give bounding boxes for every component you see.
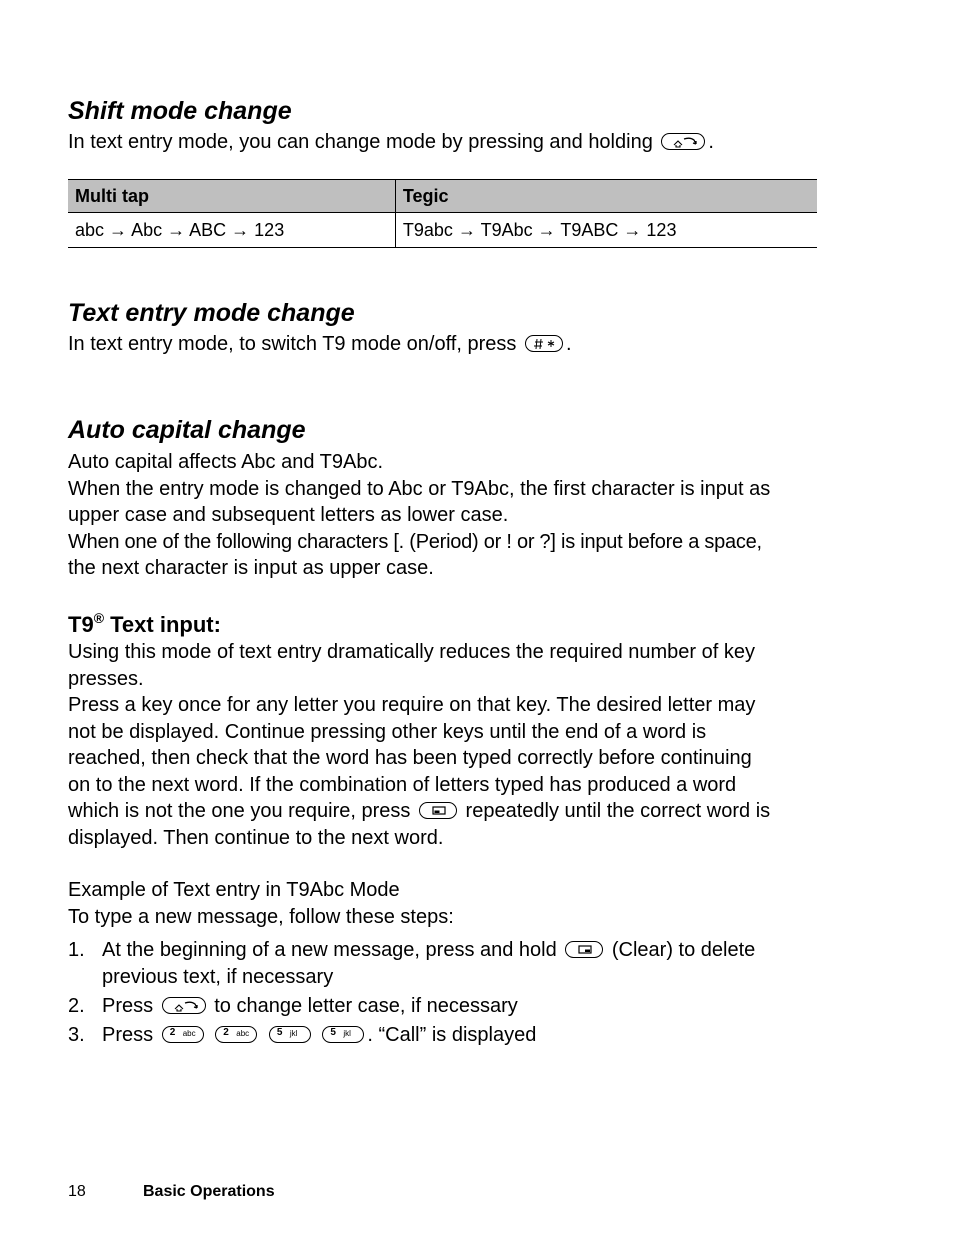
steps-list	[68, 937, 818, 1051]
page-number: 18	[68, 1183, 86, 1200]
page-footer	[68, 1182, 275, 1202]
table-header-tegic: Tegic	[395, 180, 817, 213]
shift-key-icon	[162, 997, 206, 1014]
list-item: 2. Press to change letter case, if necessary	[68, 995, 518, 1017]
auto-capital-text: Auto capital affects Abc and T9Abc. When the entry mode is changed to Abc or T9Abc, the first character is input as upper case and subsequent letters as lower case. When one of the following characters [. (Period) or ! or ?] is input before a space, the next character is input as upper case.	[68, 451, 771, 579]
list-item: 1. At the beginning of a new message, press and hold (Clear) to delete previous text, if necessary	[68, 939, 756, 988]
tegic-sequence: T9abc → T9Abc → T9ABC → 123	[395, 213, 817, 248]
shift-mode-intro: In text entry mode, you can change mode by pressing and holding .	[68, 131, 714, 153]
shift-mode-table	[68, 179, 817, 248]
table-row	[68, 213, 817, 248]
clear-key-icon	[565, 941, 603, 958]
table-header-multi-tap: Multi tap	[68, 180, 395, 213]
section-title: Basic Operations	[143, 1183, 275, 1200]
text-entry-intro: In text entry mode, to switch T9 mode on/off, press .	[68, 333, 572, 355]
arrow-right-icon: →	[167, 219, 186, 240]
key-2-icon: 2 abc	[162, 1026, 204, 1043]
list-item: 3. Press 2 abc 2 abc 5 jkl 5 jkl . “Call” is displayed	[68, 1024, 537, 1046]
text-entry-mode-heading: Text entry mode change	[68, 299, 355, 327]
arrow-right-icon: →	[623, 219, 642, 240]
arrow-right-icon: →	[231, 219, 250, 240]
t9-heading: T9® Text input:	[68, 610, 221, 637]
t9-description: Using this mode of text entry dramatically reduces the required number of key presses. Press a key once for any letter you require on that key. The desired letter may not be displayed. Continue pressing other keys until the end of a word is reached, then check that the word has been typed correctly before continuing on to the next word. If the combination of letters typed has produced a word which is not the one you require, press repeatedly until the correct word is displayed. Then continue to the next word.	[68, 641, 771, 849]
arrow-right-icon: →	[109, 219, 128, 240]
auto-capital-heading: Auto capital change	[68, 416, 306, 444]
example-intro: Example of Text entry in T9Abc Mode To type a new message, follow these steps:	[68, 879, 454, 928]
key-5-icon: 5 jkl	[269, 1026, 311, 1043]
next-word-key-icon	[419, 802, 457, 819]
multi-tap-sequence: abc → Abc → ABC → 123	[68, 213, 395, 248]
shift-key-icon	[661, 133, 705, 150]
arrow-right-icon: →	[537, 219, 556, 240]
key-2-icon: 2 abc	[215, 1026, 257, 1043]
shift-mode-heading: Shift mode change	[68, 97, 292, 125]
hash-key-icon	[525, 335, 563, 352]
arrow-right-icon: →	[457, 219, 476, 240]
key-5-icon: 5 jkl	[322, 1026, 364, 1043]
